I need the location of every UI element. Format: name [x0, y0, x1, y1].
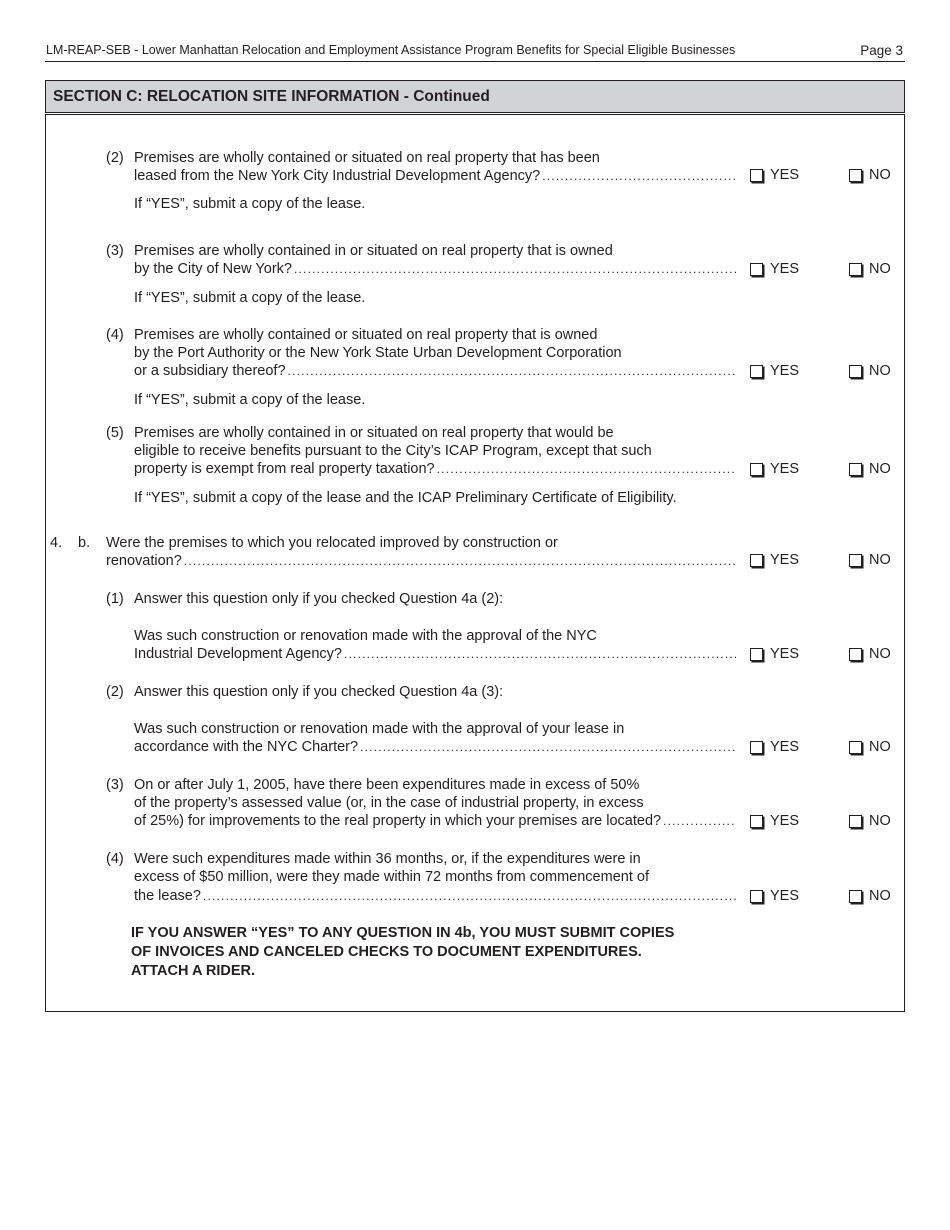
- yes-checkbox[interactable]: YES: [750, 812, 799, 830]
- question-text-leader: renovation? .....: [106, 552, 736, 570]
- no-checkbox[interactable]: NO: [849, 551, 891, 569]
- yes-checkbox[interactable]: YES: [750, 887, 799, 905]
- question-letter: b.: [78, 535, 91, 551]
- yes-checkbox[interactable]: YES: [750, 738, 799, 756]
- yes-checkbox[interactable]: YES: [750, 166, 799, 184]
- question-text-leader: leased from the New York City Industrial Development Agency? .....: [134, 167, 736, 185]
- question-text: Were such expenditures made within 36 months, or, if the expenditures were in: [134, 851, 641, 867]
- question-text: by the Port Authority or the New York State Urban Development Corporation: [134, 345, 622, 361]
- yes-checkbox[interactable]: YES: [750, 460, 799, 478]
- question-text: On or after July 1, 2005, have there been expenditures made in excess of 50%: [134, 777, 640, 793]
- question-text-leader: accordance with the NYC Charter? .....: [134, 738, 736, 756]
- question-text: Was such construction or renovation made with the approval of the NYC: [134, 628, 597, 644]
- no-checkbox[interactable]: NO: [849, 362, 891, 380]
- page-number: Page 3: [860, 43, 903, 58]
- section-header: [45, 80, 905, 113]
- item-number: (4): [106, 327, 124, 343]
- question-note: If “YES”, submit a copy of the lease.: [134, 290, 366, 306]
- question-text-leader: Industrial Development Agency? .....: [134, 645, 736, 663]
- question-intro: Answer this question only if you checked Question 4a (3):: [134, 684, 504, 700]
- question-intro: Answer this question only if you checked Question 4a (2):: [134, 591, 504, 607]
- question-note: If “YES”, submit a copy of the lease and the ICAP Preliminary Certificate of Eligibility.: [134, 490, 677, 506]
- question-text: Were the premises to which you relocated improved by construction or: [106, 535, 558, 551]
- question-text-leader: of 25%) for improvements to the real property in which your premises are located? .....: [134, 812, 736, 830]
- question-text: Premises are wholly contained in or situated on real property that is owned: [134, 243, 613, 259]
- item-number: (2): [106, 150, 124, 166]
- question-note: If “YES”, submit a copy of the lease.: [134, 392, 366, 408]
- notice-text: ATTACH A RIDER.: [131, 963, 256, 979]
- question-number: 4.: [50, 535, 63, 551]
- no-checkbox[interactable]: NO: [849, 460, 891, 478]
- item-number: (5): [106, 425, 124, 441]
- no-checkbox[interactable]: NO: [849, 738, 891, 756]
- question-text-leader: property is exempt from real property taxation? .....: [134, 460, 736, 478]
- question-text: Was such construction or renovation made with the approval of your lease in: [134, 721, 625, 737]
- question-text: eligible to receive benefits pursuant to the City’s ICAP Program, except that such: [134, 443, 652, 459]
- yes-checkbox[interactable]: YES: [750, 551, 799, 569]
- no-checkbox[interactable]: NO: [849, 812, 891, 830]
- item-number: (2): [106, 684, 124, 700]
- question-text: Premises are wholly contained or situated on real property that has been: [134, 150, 600, 166]
- question-text: excess of $50 million, were they made within 72 months from commencement of: [134, 869, 649, 885]
- item-number: (3): [106, 243, 124, 259]
- yes-checkbox[interactable]: YES: [750, 362, 799, 380]
- item-number: (1): [106, 591, 124, 607]
- item-number: (4): [106, 851, 124, 867]
- no-checkbox[interactable]: NO: [849, 260, 891, 278]
- yes-checkbox[interactable]: YES: [750, 260, 799, 278]
- yes-checkbox[interactable]: YES: [750, 645, 799, 663]
- question-text-leader: by the City of New York? .....: [134, 260, 736, 278]
- no-checkbox[interactable]: NO: [849, 645, 891, 663]
- no-checkbox[interactable]: NO: [849, 887, 891, 905]
- question-text: Premises are wholly contained or situated on real property that is owned: [134, 327, 598, 343]
- question-text: of the property’s assessed value (or, in the case of industrial property, in excess: [134, 795, 644, 811]
- form-title: LM-REAP-SEB - Lower Manhattan Relocation and Employment Assistance Program Benefits for Special Eligible Businesses: [46, 43, 736, 57]
- no-checkbox[interactable]: NO: [849, 166, 891, 184]
- notice-text: OF INVOICES AND CANCELED CHECKS TO DOCUMENT EXPENDITURES.: [131, 944, 642, 960]
- header-divider: [45, 61, 905, 62]
- question-text: Premises are wholly contained in or situated on real property that would be: [134, 425, 614, 441]
- section-title: SECTION C: RELOCATION SITE INFORMATION - Continued: [53, 88, 490, 105]
- question-note: If “YES”, submit a copy of the lease.: [134, 196, 366, 212]
- question-text-leader: the lease? .....: [134, 887, 736, 905]
- notice-text: IF YOU ANSWER “YES” TO ANY QUESTION IN 4b, YOU MUST SUBMIT COPIES: [131, 925, 675, 941]
- item-number: (3): [106, 777, 124, 793]
- question-text-leader: or a subsidiary thereof? .....: [134, 362, 736, 380]
